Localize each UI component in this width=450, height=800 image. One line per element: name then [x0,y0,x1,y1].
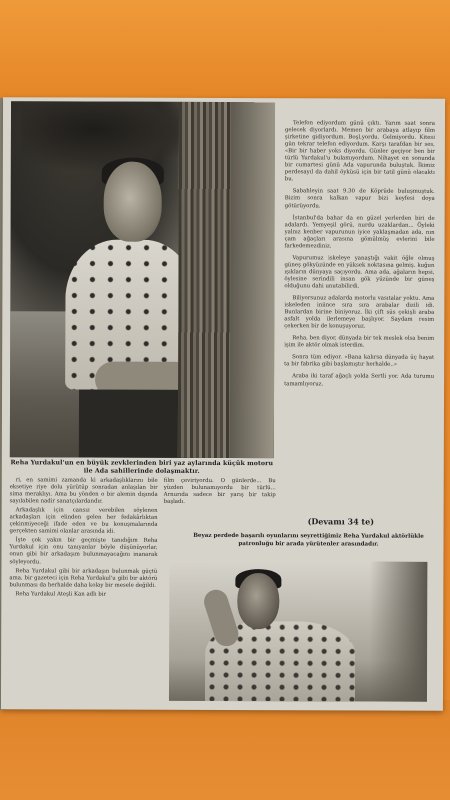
pants [79,389,189,458]
head [104,162,162,242]
photo-man-portrait [169,561,427,702]
paragraph: İstanbul'da bahar da en güzel yerlerden biri de adalardı. Yemyeşil görü, nurdu uzaklardan... Öyleki yalnız kenber vapurunun iyice yaklaşmadan ada, nın çam ağaçları arasına gömülmüş evlerini bile farkedemezdiniz. [284,214,435,250]
arm [201,587,242,650]
paragraph: Telefon ediyordum günü çıktı. Yarım saat sonra gelecek diyorlardı. Memen bir arabaya atlayıp film şirketine gidiyordum. Boşl,yordu. Gelmiyordu. Kitesi gün tekrar telefon ediyordum. Karşı tarafdan bir ses, «Bir bir haber yoks diyordu. Günler geçiyor ben bir türlü Yurdakul'u bulamıyordum. Nihayet en sonunda bir cumartesi günü Ada vapurunda buluştuk. İkimiz perdesayıl da dahil öyküsü için bir tatil günü olacaktı bu. [284,120,435,183]
shadow [369,562,427,702]
paragraph: Reha, ben diyor, dünyada bir tek meslek olsa benim işim ile aktör olmak isterdim. [284,335,435,349]
tree-bark-light [230,102,275,458]
orange-background-top [0,0,450,105]
paragraph: Reha Yurdakul gibi bir arkadaşın bulunmak güçtü ama, bir gazeteci için Reha Yurdakul'u gibi bir aktörü bulunması da herhalde daha kolay bir mesele değildi. [9,567,158,589]
paragraph: film çeviriyordu. O günlerde... Bu yüzden bulunamıyordu bir türlü... Arnurıda sadece bir yarış bir takip başladı. [163,477,276,506]
magazine-page [1,97,445,711]
caption-bottom: Beyaz perdede başarılı oyunlarını seyrettiğimiz Reha Yurdakul aktörlükle patronluğu bir arada yürütenler arasındadır. [193,532,424,548]
paragraph: Araba iki taraf ağaçlı yolda Sertli yor. Ada turumu tamamlıyoruz. [284,373,435,387]
paragraph: Reha Yurdakul Ateşli Kan adlı bir [15,590,107,598]
middle-column [164,478,276,507]
left-column [9,477,157,600]
paragraph: Arkadaşlık için cansız verebilen söylenen arkadaşları için elinden gelen her fedakârlıktan çekinmiyeceği ifade eden ve bu konuşmalarında gerçekten samimi olanlar arasında idi. [9,507,158,535]
paragraph: Sabahleyin saat 9.30 de Köprüde buluşmuştuk. Bizim sonra kalkan vapur bizi keyfesi doya götürüyordu. [284,188,435,209]
right-column [284,120,435,393]
paragraph: Vapurumuz iskeleye yanaştığı vakit öğle olmuş güneş gökyüzünde en yüksek noktasına gelmiş. kuğun ışıkların dünyaya saçıyordu. Ama ada, ağaların hepsi, öylesine serindili insan gök yüzünde bir güneş olduğunu dahi unutabilirdi. [284,255,435,290]
paragraph: Sonra tüm ediyor. «Bana kalırsa dünyada üç hayat ta bir fabrika gibi başlamıştır herhalde..» [284,354,435,369]
head [237,573,279,629]
orange-background-bottom [0,700,450,800]
paragraph: İşte çok yakın bir geçmişte tanıdığım Reha Yurdakul için onu tanıyanlar böyle düşünüyorlar, onun gibi bir arkadaşım bulunmayacağını inanarak söyleyordu. [9,537,158,565]
paragraph: ri, en samimi zamanda ki arkadaşlıklarını bile eksetiye riye dolu yürütüp sonradan anlaşılan bir sima meraklıyı. Ama bu yönden o bir alemin dışında sayılabilen nadir sanatçılardandır. [9,477,158,505]
caption-top: Reha Yurdakul'un en büyük zevklerinden biri yaz aylarında küçük motoru ile Ada sahillerinde dolaşmaktır. [10,459,274,475]
photo-man-by-tree [10,101,275,458]
continuation-note: (Devamı 34 te) [307,516,375,527]
paragraph: Biliyorsunuz adalarda motorlu vasıtalar yoktu. Ama iskeleden iniince sıra sıra arabalar dizili idi. Bunlardan birine biniyoruz. İki çift süs çekişli araba asfalt yolda ilerlemeye başlıyor. Saydam resim çekerken bir de konuşuyoruz. [284,295,435,330]
